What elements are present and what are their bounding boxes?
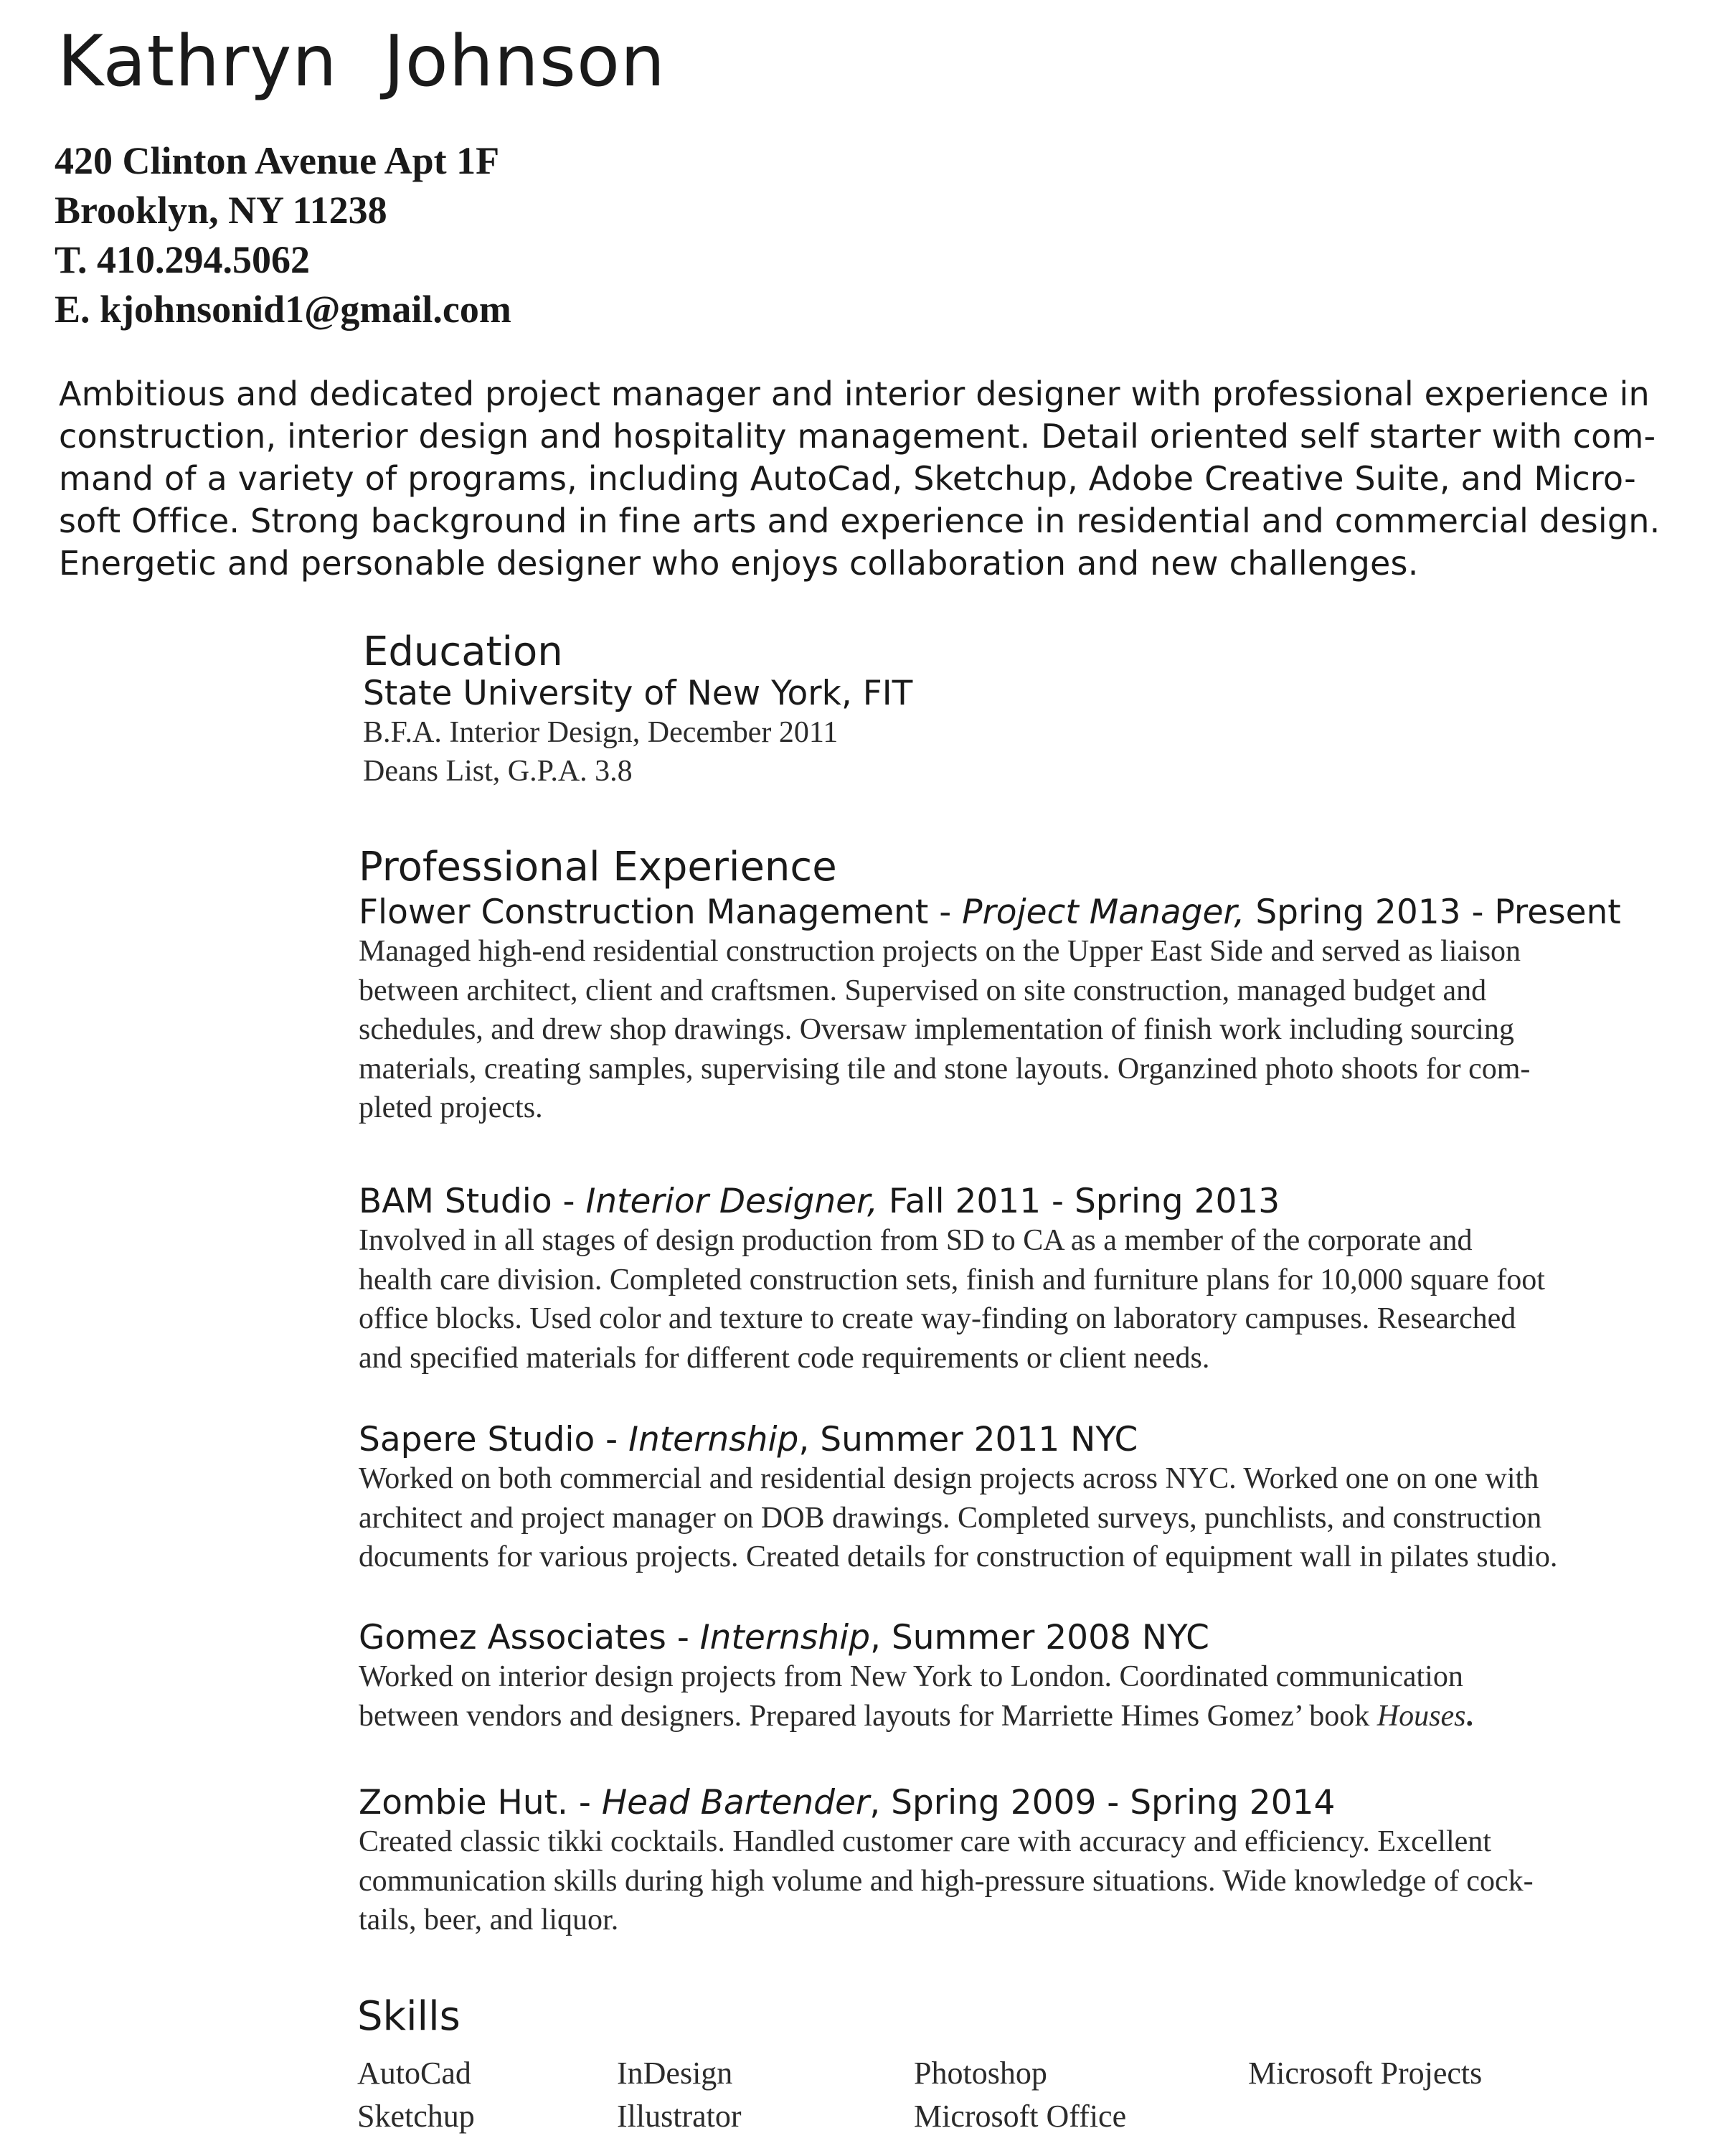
- job-dates: , Summer 2011 NYC: [798, 1420, 1138, 1459]
- job-dates: Spring 2013 - Present: [1245, 893, 1621, 932]
- education-section: [363, 630, 912, 791]
- job-description-line: between architect, client and craftsmen. Supervised on site construction, managed budget and: [359, 974, 1487, 1007]
- job-title-line: [359, 1784, 1534, 1822]
- job-company: Gomez Associates -: [359, 1618, 700, 1657]
- email-address: E. kjohnsonid1@gmail.com: [55, 288, 511, 331]
- job-description-line: Managed high-end residential construction projects on the Upper East Side and served as liaison: [359, 935, 1521, 969]
- skill-item: Illustrator: [617, 2099, 742, 2134]
- job-entry: [359, 893, 1621, 1128]
- job-description: [359, 932, 1621, 1128]
- skill-item: Sketchup: [357, 2099, 475, 2134]
- skill-item: Photoshop: [914, 2056, 1047, 2091]
- job-description-line: materials, creating samples, supervising tile and stone layouts. Organzined photo shoots for com-: [359, 1052, 1531, 1086]
- job-title-line: [359, 1421, 1557, 1459]
- job-title-line: [359, 1619, 1473, 1657]
- job-role: Head Bartender: [601, 1783, 870, 1822]
- summary-line: mand of a variety of programs, including AutoCad, Sketchup, Adobe Creative Suite, and Micro-: [59, 459, 1636, 498]
- job-company: Zombie Hut. -: [359, 1783, 602, 1822]
- job-description-line: [359, 1697, 1473, 1736]
- summary-line: Ambitious and dedicated project manager and interior designer with professional experience in: [59, 375, 1650, 413]
- degree-line: B.F.A. Interior Design, December 2011: [363, 715, 839, 749]
- job-description-line: Created classic tikki cocktails. Handled customer care with accuracy and efficiency. Excellent: [359, 1825, 1491, 1859]
- job-description-line: pleted projects.: [359, 1091, 543, 1125]
- job-entry: [359, 1619, 1473, 1736]
- job-description-line: communication skills during high volume and high-pressure situations. Wide knowledge of cock-: [359, 1864, 1534, 1898]
- summary-paragraph: [59, 373, 1701, 585]
- education-details: [363, 713, 912, 791]
- job-title-line: [359, 1182, 1545, 1221]
- job-role: Interior Designer,: [585, 1182, 878, 1221]
- skills-column: [914, 2052, 1126, 2138]
- skill-item: Microsoft Projects: [1248, 2056, 1483, 2091]
- job-dates: Fall 2011 - Spring 2013: [877, 1182, 1280, 1221]
- job-entry: [359, 1421, 1557, 1577]
- skill-item: InDesign: [617, 2056, 733, 2091]
- book-title: Houses: [1377, 1699, 1466, 1733]
- summary-line: soft Office. Strong background in fine arts and experience in residential and commercial design.: [59, 502, 1661, 540]
- phone-number: T. 410.294.5062: [55, 238, 311, 281]
- job-dates: , Spring 2009 - Spring 2014: [869, 1783, 1336, 1822]
- address-city: Brooklyn, NY 11238: [55, 189, 387, 232]
- summary-line: Energetic and personable designer who enjoys collaboration and new challenges.: [59, 544, 1419, 583]
- address-street: 420 Clinton Avenue Apt 1F: [55, 139, 500, 182]
- skills-column: [617, 2052, 742, 2138]
- skills-column: [357, 2052, 475, 2138]
- job-role: Internship: [699, 1618, 871, 1657]
- experience-heading: Professional Experience: [359, 844, 837, 890]
- skills-heading: Skills: [357, 1993, 461, 2040]
- summary-line: construction, interior design and hospitality management. Detail oriented self starter with com-: [59, 417, 1656, 456]
- job-description-line: Involved in all stages of design production from SD to CA as a member of the corporate and: [359, 1224, 1473, 1258]
- skill-item: AutoCad: [357, 2056, 471, 2091]
- job-description-line: architect and project manager on DOB drawings. Completed surveys, punchlists, and construction: [359, 1501, 1542, 1535]
- job-description-text: between vendors and designers. Prepared layouts for Marriette Himes Gomez’ book: [359, 1699, 1377, 1733]
- job-description-line: office blocks. Used color and texture to create way-finding on laboratory campuses. Researched: [359, 1302, 1516, 1336]
- job-company: Sapere Studio -: [359, 1420, 629, 1459]
- candidate-name: Kathryn Johnson: [57, 21, 666, 103]
- skill-item: Microsoft Office: [914, 2099, 1127, 2134]
- job-description: [359, 1822, 1534, 1940]
- job-title-line: [359, 893, 1621, 932]
- job-description-line: health care division. Completed construction sets, finish and furniture plans for 10,000 square foot: [359, 1263, 1545, 1296]
- education-heading: Education: [363, 629, 563, 675]
- job-role: Internship: [628, 1420, 799, 1459]
- job-company: Flower Construction Management -: [359, 893, 963, 932]
- job-description: [359, 1459, 1557, 1577]
- trailing-period: .: [1465, 1699, 1473, 1733]
- job-description-line: and specified materials for different code requirements or client needs.: [359, 1341, 1210, 1375]
- skills-section: [357, 1993, 1483, 2134]
- school-name: State University of New York, FIT: [363, 673, 913, 713]
- skills-column: [1248, 2052, 1482, 2095]
- job-description-line: schedules, and drew shop drawings. Oversaw implementation of finish work including sourcing: [359, 1013, 1514, 1047]
- job-entry: [359, 1784, 1534, 1940]
- contact-block: [55, 136, 511, 334]
- job-description: [359, 1221, 1545, 1378]
- job-description-line: Worked on both commercial and residential design projects across NYC. Worked one on one with: [359, 1462, 1539, 1496]
- job-company: BAM Studio -: [359, 1182, 586, 1221]
- job-description-line: documents for various projects. Created details for construction of equipment wall in pilates studio.: [359, 1540, 1558, 1574]
- job-description-line: tails, beer, and liquor.: [359, 1903, 619, 1937]
- job-description: [359, 1657, 1473, 1736]
- job-description-line: Worked on interior design projects from New York to London. Coordinated communication: [359, 1660, 1463, 1694]
- honors-line: Deans List, G.P.A. 3.8: [363, 755, 633, 789]
- job-entry: [359, 1182, 1545, 1378]
- job-dates: , Summer 2008 NYC: [870, 1618, 1209, 1657]
- job-role: Project Manager,: [962, 893, 1245, 932]
